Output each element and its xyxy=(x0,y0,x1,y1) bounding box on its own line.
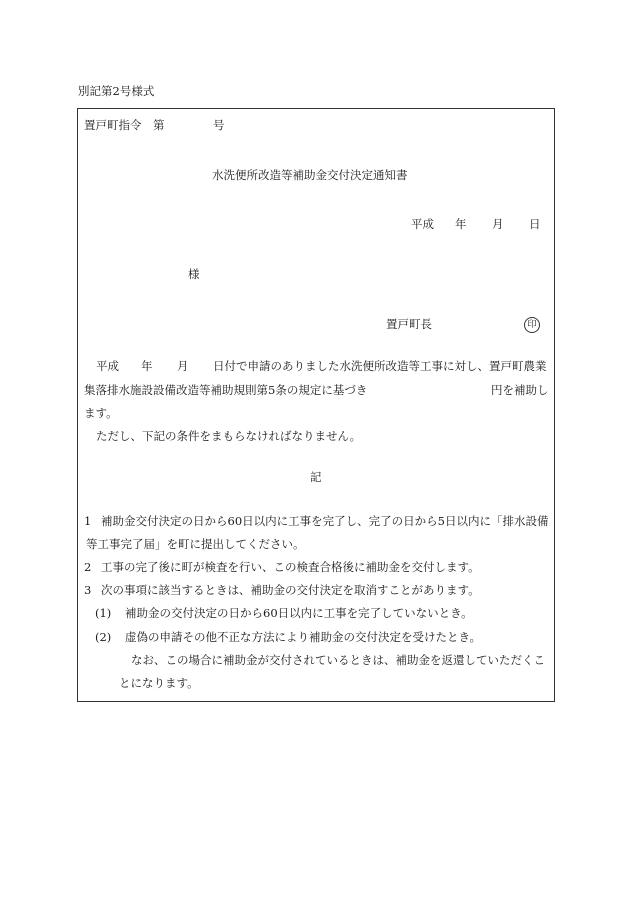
reference-dai: 第 xyxy=(153,118,165,132)
date-month-unit: 月 xyxy=(492,217,504,231)
issuer-name: 置戸町長 xyxy=(386,317,432,331)
condition-3-number: 3 xyxy=(84,583,92,597)
reference-prefix: 置戸町指令 xyxy=(84,118,142,132)
body-era: 平成 xyxy=(96,359,119,373)
condition-1-line1: 補助金交付決定の日から60日以内に工事を完了し、完了の日から5日以内に「排水設備 xyxy=(101,514,549,528)
condition-3-sub1-number: (1) xyxy=(95,606,112,620)
condition-3-text: 次の事項に該当するときは、補助金の交付決定を取消すことがあります。 xyxy=(101,583,480,597)
body-month-unit: 月 xyxy=(177,359,189,373)
body-line3: ます。 xyxy=(84,406,118,420)
body-year-unit: 年 xyxy=(141,359,153,373)
body-line4: ただし、下記の条件をまもらなければなりません。 xyxy=(96,429,362,443)
condition-2-text: 工事の完了後に町が検査を行い、この検査合格後に補助金を交付します。 xyxy=(101,560,480,574)
addressee-suffix: 様 xyxy=(188,267,200,281)
body-line2-tail: 円を補助し xyxy=(491,383,549,397)
condition-3-note-line1: なお、この場合に補助金が交付されているときは、補助金を返還していただくこ xyxy=(131,653,545,667)
ki-heading: 記 xyxy=(310,470,322,484)
date-year-unit: 年 xyxy=(455,217,467,231)
condition-3-sub2-number: (2) xyxy=(95,630,112,644)
document-title: 水洗便所改造等補助金交付決定通知書 xyxy=(212,168,408,182)
date-day-unit: 日 xyxy=(529,217,541,231)
condition-2-number: 2 xyxy=(84,560,92,574)
condition-3-note-line2: とになります。 xyxy=(119,676,199,690)
form-number-label: 別記第2号様式 xyxy=(78,84,155,98)
condition-3-sub1-text: 補助金の交付決定の日から60日以内に工事を完了していないとき。 xyxy=(125,606,473,620)
seal-mark xyxy=(524,317,540,333)
condition-1-number: 1 xyxy=(84,514,92,528)
body-line2: 集落排水施設設備改造等補助規則第5条の規定に基づき xyxy=(84,383,368,397)
condition-3-sub2-text: 虚偽の申請その他不正な方法により補助金の交付決定を受けたとき。 xyxy=(125,630,482,644)
seal-text: 印 xyxy=(524,317,540,333)
reference-go: 号 xyxy=(213,118,225,132)
date-era: 平成 xyxy=(411,217,434,231)
condition-1-line2: 等工事完了届」を町に提出してください。 xyxy=(86,537,305,551)
body-line1-rest: 日付で申請のありました水洗便所改造等工事に対し、置戸町農業 xyxy=(213,359,547,373)
